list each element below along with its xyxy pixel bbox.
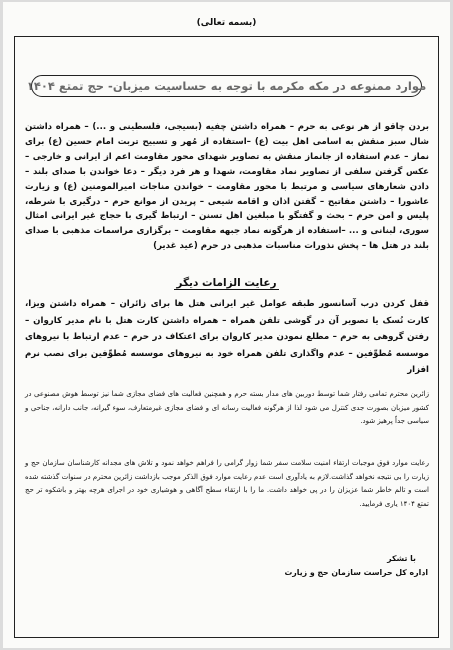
subheading-wrapper	[15, 271, 438, 290]
title-box	[26, 75, 427, 97]
prohibited-items-paragraph: بردن چاقو از هر نوعی به حرم – همراه داشتن چفیه (بسیجی، فلسطینی و ...) – همراه داشتن شال سبز منقش به اسامی اهل بیت (ع) –استفاده از مُهر و تسبیح تربت امام حسین (ع) برای نماز – عدم استفاده از جانماز منقش به تصاویر شهدای محور مقاومت اعم از ایرانی و خارجی – عکس گرفتن سلفی از تصاویر نماد مقاومت، شهدا و هر فرد دیگر – دعا خواندن با صدای بلند – دادن شعارهای سیاسی و مرتبط با محور مقاومت – خواندن مناجات امیرالمومنین (ع) و زیارت عاشورا – داشتن مفاتیح – گفتن اذان و اقامه شیعی – پریدن از موانع حرم – درگیری با شرطه، پلیس و امن حرم – بحث و گفتگو با مبلغین اهل تسنن – ارتباط گیری با حجاج غیر ایرانی امثال سوری، لبنانی و ... –استفاده از هرگونه نماد جبهه مقاومت – برگزاری مراسمات مذهبی با صدای بلند در هتل ها – پخش نذورات مناسبات مذهبی در حرم (عید غدیر)	[25, 122, 429, 252]
signature-line: اداره کل حراست سازمان حج و زیارت	[284, 568, 428, 577]
signature-block	[284, 552, 428, 580]
closing-paragraph: رعایت موارد فوق موجبات ارتقاء امنیت سلامت سفر شما زوار گرامی را فراهم خواهد نمود و تلاش های مجدانه کارشناسان سازمان حج و زیارت را بی نتیجه نخواهد گذاشت.لازم به یادآوری است عدم رعایت موارد فوق الذکر موجب بازداشت زائرین محترم در سنوات گذشته شده است و تالم خاطر شما عزیزان را در پی خواهد داشت. ما را با ارتقاء سطح آگاهی و هوشیاری خود در اجرای هرچه بهتر و باشکوه تر حج تمتع ۱۴۰۴ یاری فرمایید.	[25, 459, 429, 508]
document-sheet	[3, 2, 450, 648]
basmala-heading: (بسمه تعالی)	[196, 18, 257, 28]
thanks-line: با تشکر	[387, 554, 416, 563]
other-requirements-heading: رعایت الزامات دیگر	[176, 277, 277, 289]
requirements-paragraph: قفل کردن درب آسانسور طبقه عوامل غیر ایرانی هتل ها برای زائران – همراه داشتن ویزا، کارت نُسک یا تصویر آن در گوشی تلفن همراه – همراه داشتن کارت هتل با نام مدیر کاروان –رفتن گروهی به حرم – مطلع نمودن مدیر کاروان برای اعتکاف در حرم – عدم ارتباط با نیروهای موسسه مُطوِّفین – عدم واگذاری تلفن همراه خود به نیروهای موسسه مُطوِّفین برای نصب نرم افزار	[25, 299, 429, 376]
document-frame	[14, 36, 439, 638]
surveillance-notice-paragraph: زائرین محترم تمامی رفتار شما توسط دوربین های مدار بسته حرم و همچنین فعالیت های فضای مجازی شما نیز توسط هوش مصنوعی در کشور میزبان بصورت جدی کنترل می شود لذا از هرگونه فعالیت رسانه ای و فضای مجازی غیرمتعارف، سوء گیرانه، جانب دارانه، جناحی و سیاسی جداً پرهیز شود.	[25, 390, 429, 426]
document-title: موارد ممنوعه در مکه مکرمه با توجه به حساسیت میزبان- حج تمتع ۱۴۰۴	[26, 79, 427, 93]
